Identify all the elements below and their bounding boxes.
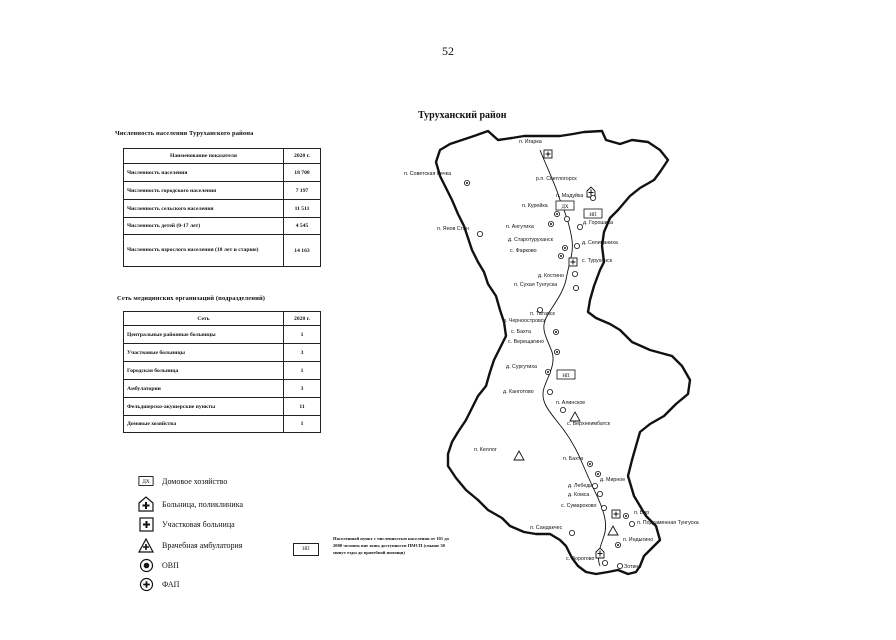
settlement-marker <box>617 563 622 568</box>
population-title: Численность населения Туруханского района <box>115 130 254 137</box>
settlement-label: д. Мирное <box>600 477 626 483</box>
cell-value: 3 <box>284 380 321 398</box>
ovp-icon <box>138 558 154 572</box>
population-header-name: Наименование показателя <box>124 149 284 164</box>
table-row <box>124 416 321 433</box>
cell-label: Численность населения <box>124 164 284 182</box>
cell-value: 7 197 <box>284 182 321 200</box>
district-hospital-icon <box>612 510 620 518</box>
legend-label: ОВП <box>162 560 179 570</box>
settlement-marker <box>629 521 634 526</box>
ambulatory-icon <box>570 412 580 421</box>
district-hospital-icon <box>138 517 154 531</box>
legend-item-fap <box>138 577 179 591</box>
table-row <box>124 200 321 218</box>
settlement-label: п. Янов Стан <box>437 226 469 232</box>
network-table <box>123 311 321 433</box>
settlement-label: д. Старотуруханск <box>508 237 553 243</box>
svg-text:НП: НП <box>589 213 597 218</box>
settlement-label: д. Лебедь <box>568 483 593 489</box>
cell-value: 3 <box>284 344 321 362</box>
table-row <box>124 380 321 398</box>
svg-text:НП: НП <box>562 374 570 379</box>
settlement-label: д. Костино <box>538 273 564 279</box>
settlement-label: п. Алинское <box>556 400 586 406</box>
cell-value: 11 511 <box>284 200 321 218</box>
settlement-label: п. Келлог <box>474 447 497 453</box>
settlement-label: п. Подкаменная Тунгуска <box>637 520 699 526</box>
settlement-label: д. Сургутиха <box>506 364 537 370</box>
hospital-icon <box>596 548 604 558</box>
settlement-marker <box>601 505 606 510</box>
cell-label: Центральные районные больницы <box>124 326 284 344</box>
settlement-label: д. Горошиха <box>583 220 614 226</box>
settlement-marker <box>560 407 565 412</box>
table-row <box>124 235 321 267</box>
network-header-year: 2020 г. <box>284 312 321 326</box>
settlement-label: п. Татарск <box>530 311 555 317</box>
network-header-name: Сеть <box>124 312 284 326</box>
settlement-label: п. Сухая Тунгуска <box>514 282 558 288</box>
table-row <box>124 344 321 362</box>
legend-label: Врачебная амбулатория <box>162 540 243 550</box>
settlement-label: п. Мадуйка <box>556 193 584 199</box>
legend-item-ambulatory <box>138 538 242 552</box>
settlement-label: п. Бор <box>634 510 650 516</box>
settlement-marker <box>569 530 574 535</box>
np-badge-map <box>584 209 602 218</box>
settlement-label: с. Ворогово <box>566 556 595 562</box>
settlement-marker <box>574 243 579 248</box>
legend-label: Больница, поликлиника <box>162 499 244 509</box>
cell-value: 14 163 <box>284 235 321 267</box>
cell-label: Численность городского населения <box>124 182 284 200</box>
np-badge-map <box>557 370 575 379</box>
settlement-label: с. Туруханск <box>582 258 613 264</box>
cell-label: Численность сельского населения <box>124 200 284 218</box>
legend-item-district-hospital <box>138 517 235 531</box>
cell-value: 18 708 <box>284 164 321 182</box>
settlement-label: п. Черноостровск <box>503 318 546 324</box>
cell-value: 11 <box>284 398 321 416</box>
page-number: 52 <box>442 44 454 58</box>
settlement-label: д. Канготово <box>503 389 534 395</box>
settlement-label: с. Бахта <box>511 329 531 335</box>
population-table <box>123 148 321 267</box>
legend-item-hospital <box>138 497 243 511</box>
settlement-label: р.п. Светлогорск <box>536 176 577 182</box>
settlement-label: п. Ангутиха <box>506 224 534 230</box>
settlement-label: п. Сандакчес <box>530 525 563 531</box>
settlement-label: с. Верхнеимбатск <box>567 421 611 427</box>
table-row <box>124 362 321 380</box>
fap-icon <box>138 577 154 591</box>
map-title: Туруханский район <box>418 110 507 121</box>
table-row <box>124 164 321 182</box>
svg-text:ДХ: ДХ <box>142 479 150 486</box>
cell-label: Численность взрослого населения (18 лет и старше) <box>124 235 284 267</box>
legend-item-ovp <box>138 558 179 572</box>
settlement-marker <box>577 224 582 229</box>
settlement-marker <box>592 483 597 488</box>
settlement-label: с. Сумароково <box>561 503 597 509</box>
cell-label: Фельдшерско-акушерские пункты <box>124 398 284 416</box>
ambulatory-icon <box>514 451 524 460</box>
settlement-marker <box>597 491 602 496</box>
cell-label: Домовые хозяйства <box>124 416 284 433</box>
ambulatory-icon <box>608 526 618 535</box>
svg-text:ДХ: ДХ <box>561 205 569 210</box>
district-hospital-icon <box>569 258 577 266</box>
np-note-text: Населенный пункт с численностью населения от 101 до 2000 человек вне зоны доступности ПМСП (свыше 30 минут езды до врачебной помощи) <box>333 536 449 555</box>
legend-item-household <box>138 474 227 488</box>
cell-label: Участковые больницы <box>124 344 284 362</box>
settlement-label: д. Селиваниха <box>582 240 618 246</box>
household-icon <box>556 201 574 210</box>
ambulatory-icon <box>138 538 154 552</box>
table-row <box>124 398 321 416</box>
cell-value: 1 <box>284 326 321 344</box>
settlement-label: д. Комса <box>568 492 590 498</box>
household-icon <box>138 474 154 488</box>
cell-value: 4 545 <box>284 218 321 235</box>
cell-label: Городская больница <box>124 362 284 380</box>
hospital-icon <box>138 497 154 511</box>
np-badge: НП <box>293 543 319 556</box>
settlement-label: п. Игарка <box>519 139 542 145</box>
cell-value: 1 <box>284 362 321 380</box>
cell-label: Амбулатории <box>124 380 284 398</box>
district-hospital-icon <box>544 150 552 158</box>
settlement-marker <box>477 231 482 236</box>
network-title: Сеть медицинских организаций (подразделений) <box>117 295 266 302</box>
cell-label: Численность детей (0-17 лет) <box>124 218 284 235</box>
settlement-marker <box>564 216 569 221</box>
settlement-label: Зотино <box>624 564 642 570</box>
settlement-label: с. Фарково <box>510 248 537 254</box>
settlement-marker <box>573 285 578 290</box>
table-row <box>124 326 321 344</box>
table-row <box>124 182 321 200</box>
legend-label: Домовое хозяйство <box>162 476 228 486</box>
settlement-label: с. Верещагино <box>508 339 545 345</box>
settlement-marker <box>602 560 607 565</box>
settlement-label: п. Советская Речка <box>404 171 452 177</box>
settlement-marker <box>590 195 595 200</box>
settlement-label: п. Курейка <box>522 203 548 209</box>
cell-value: 1 <box>284 416 321 433</box>
settlement-marker <box>547 389 552 394</box>
table-row <box>124 218 321 235</box>
legend-label: ФАП <box>162 579 180 589</box>
settlement-label: п. Бахта <box>563 456 584 462</box>
legend-label: Участковая больница <box>162 519 235 529</box>
population-header-year: 2020 г. <box>284 149 321 164</box>
settlement-marker <box>572 271 577 276</box>
settlement-label: п. Индыгино <box>623 537 654 543</box>
